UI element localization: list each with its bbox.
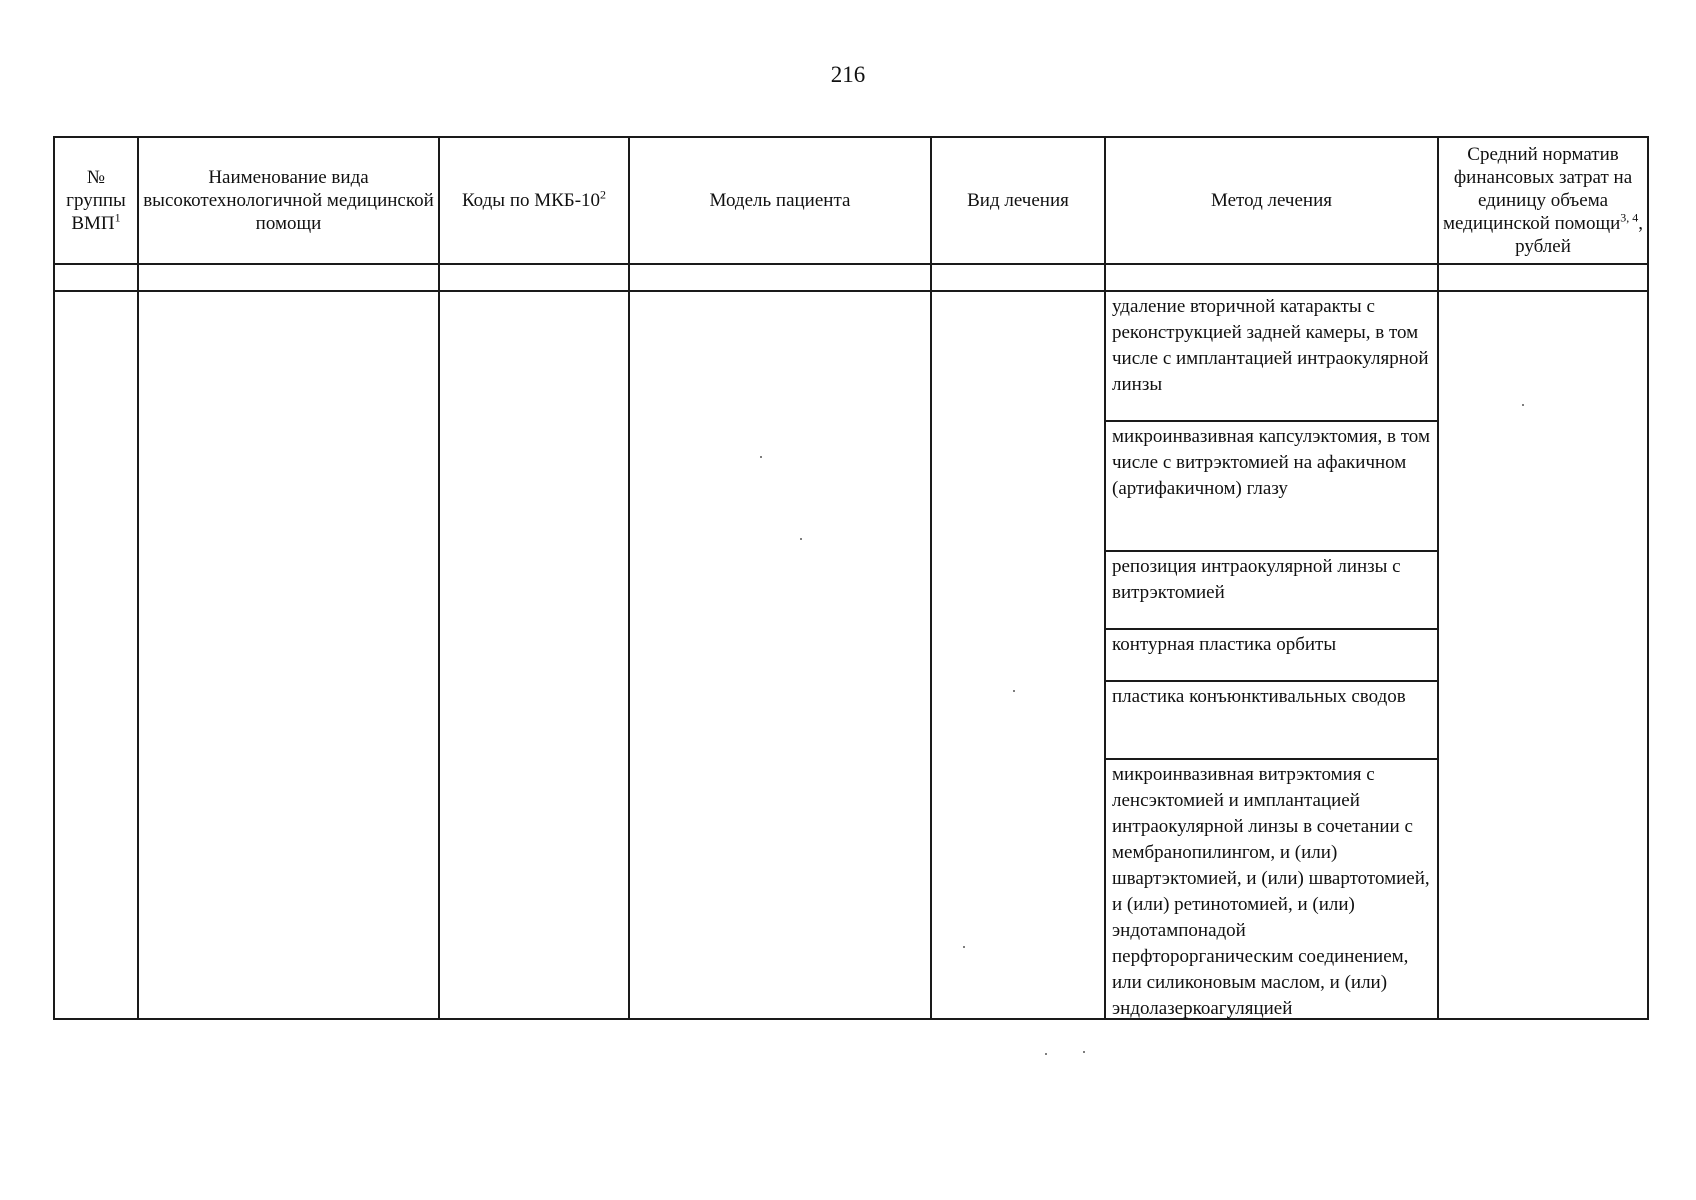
treatment-type-cell: [931, 291, 1105, 1019]
method-item: контурная пластика орбиты: [1106, 630, 1437, 682]
header-cost-norm: Средний норматив финансовых затрат на единицу объема медицинской помощи$^{3, 4}$, рублей: [1438, 137, 1648, 264]
method-item: микроинвазивная капсулэктомия, в том числе с витрэктомией на афакичном (артифакичном) глазу: [1106, 422, 1437, 552]
patient-model-cell: [629, 291, 931, 1019]
method-item: микроинвазивная витрэктомия с ленсэктомией и имплантацией интраокулярной линзы в сочетании с мембранопилингом, и (или) швартэктомией, и (или) швартотомией, и (или) ретинотомией, и (или) эндотампонадой перфторорганическим соединением, или силиконовым маслом, и (или) эндолазеркоагуляцией: [1112, 764, 1430, 1019]
spacer-cell: [138, 264, 439, 291]
scan-speck: [1522, 404, 1524, 406]
group-no-cell: [54, 291, 138, 1019]
spacer-cell: [439, 264, 629, 291]
header-icd-codes: Коды по МКБ-$10^2$: [439, 137, 629, 264]
method-item: удаление вторичной катаракты с реконструкцией задней камеры, в том числе с имплантацией интраокулярной линзы: [1106, 292, 1437, 422]
scan-speck: [1083, 1051, 1085, 1053]
spacer-cell: [54, 264, 138, 291]
header-name: Наименование вида высокотехнологичной медицинской помощи: [138, 137, 439, 264]
spacer-cell: [629, 264, 931, 291]
method-item: репозиция интраокулярной линзы с витрэктомией: [1106, 552, 1437, 630]
scan-speck: [760, 456, 762, 458]
spacer-cell: [1438, 264, 1648, 291]
treatment-method-cell: [1105, 291, 1438, 1019]
header-treatment-method: Метод лечения: [1105, 137, 1438, 264]
vmp-table: [53, 136, 1649, 1020]
spacer-row: [54, 264, 1648, 291]
spacer-cell: [931, 264, 1105, 291]
icd-codes-cell: [439, 291, 629, 1019]
scan-speck: [1045, 1053, 1047, 1055]
cost-norm-cell: [1438, 291, 1648, 1019]
method-item: пластика конъюнктивальных сводов: [1106, 682, 1437, 760]
scan-speck: [800, 538, 802, 540]
page-number: 216: [830, 62, 866, 87]
scan-speck: [963, 946, 965, 948]
header-group-no: № группы ВМП$^1$: [54, 137, 138, 264]
table-row: [54, 291, 1648, 1019]
header-treatment-type: Вид лечения: [931, 137, 1105, 264]
header-row: [54, 137, 1648, 264]
spacer-cell: [1105, 264, 1438, 291]
name-cell: [138, 291, 439, 1019]
header-patient-model: Модель пациента: [629, 137, 931, 264]
scan-speck: [1013, 690, 1015, 692]
